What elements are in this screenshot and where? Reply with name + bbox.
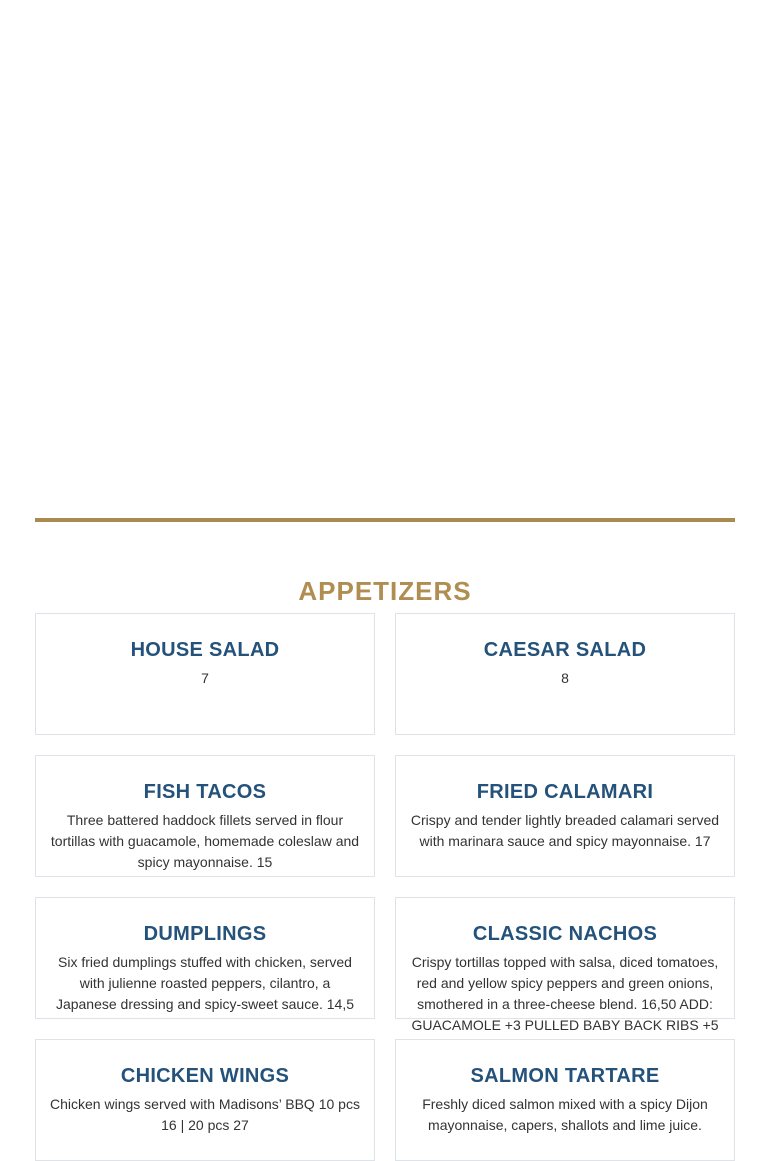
section-divider bbox=[35, 518, 735, 522]
menu-item-salmon-tartare bbox=[395, 1039, 735, 1161]
menu-item-description: Freshly diced salmon mixed with a spicy Dijon mayonnaise, capers, shallots and lime juice. bbox=[422, 1096, 708, 1133]
menu-item-name: CHICKEN WINGS bbox=[120, 1065, 290, 1087]
menu-item-dumplings bbox=[35, 897, 375, 1019]
menu-item-name: CLASSIC NACHOS bbox=[472, 923, 658, 945]
menu-item-name: DUMPLINGS bbox=[143, 923, 267, 945]
menu-grid bbox=[35, 613, 735, 1161]
menu-item-description: Chicken wings served with Madisons’ BBQ 10 pcs 16 | 20 pcs 27 bbox=[50, 1096, 360, 1133]
menu-item-name: FISH TACOS bbox=[143, 781, 267, 803]
menu-item-house-salad bbox=[35, 613, 375, 735]
hero-image-area bbox=[0, 0, 770, 518]
menu-item-fish-tacos bbox=[35, 755, 375, 877]
menu-item-name: SALMON TARTARE bbox=[470, 1065, 660, 1087]
menu-item-description: 8 bbox=[561, 670, 569, 686]
section-title: APPETIZERS bbox=[298, 575, 472, 606]
menu-item-fried-calamari bbox=[395, 755, 735, 877]
menu-item-name: FRIED CALAMARI bbox=[476, 781, 654, 803]
menu-item-description: Three battered haddock fillets served in flour tortillas with guacamole, homemade coleslaw and spicy mayonnaise. 15 bbox=[50, 812, 360, 870]
menu-item-name: CAESAR SALAD bbox=[483, 639, 647, 661]
menu-item-name: HOUSE SALAD bbox=[130, 639, 280, 661]
menu-item-caesar-salad bbox=[395, 613, 735, 735]
menu-item-chicken-wings bbox=[35, 1039, 375, 1161]
menu-item-description: 7 bbox=[201, 670, 209, 686]
menu-item-classic-nachos bbox=[395, 897, 735, 1033]
menu-item-description: Crispy tortillas topped with salsa, diced tomatoes, red and yellow spicy peppers and green onions, smothered in a three-cheese blend. 16,50 ADD: GUACAMOLE +3 PULLED BABY BACK RIBS +5 bbox=[411, 954, 719, 1033]
menu-item-description: Crispy and tender lightly breaded calamari served with marinara sauce and spicy mayonnaise. 17 bbox=[410, 812, 720, 849]
menu-item-description: Six fried dumplings stuffed with chicken, served with julienne roasted peppers, cilantro, a Japanese dressing and spicy-sweet sauce. 14,5 bbox=[55, 954, 355, 1012]
